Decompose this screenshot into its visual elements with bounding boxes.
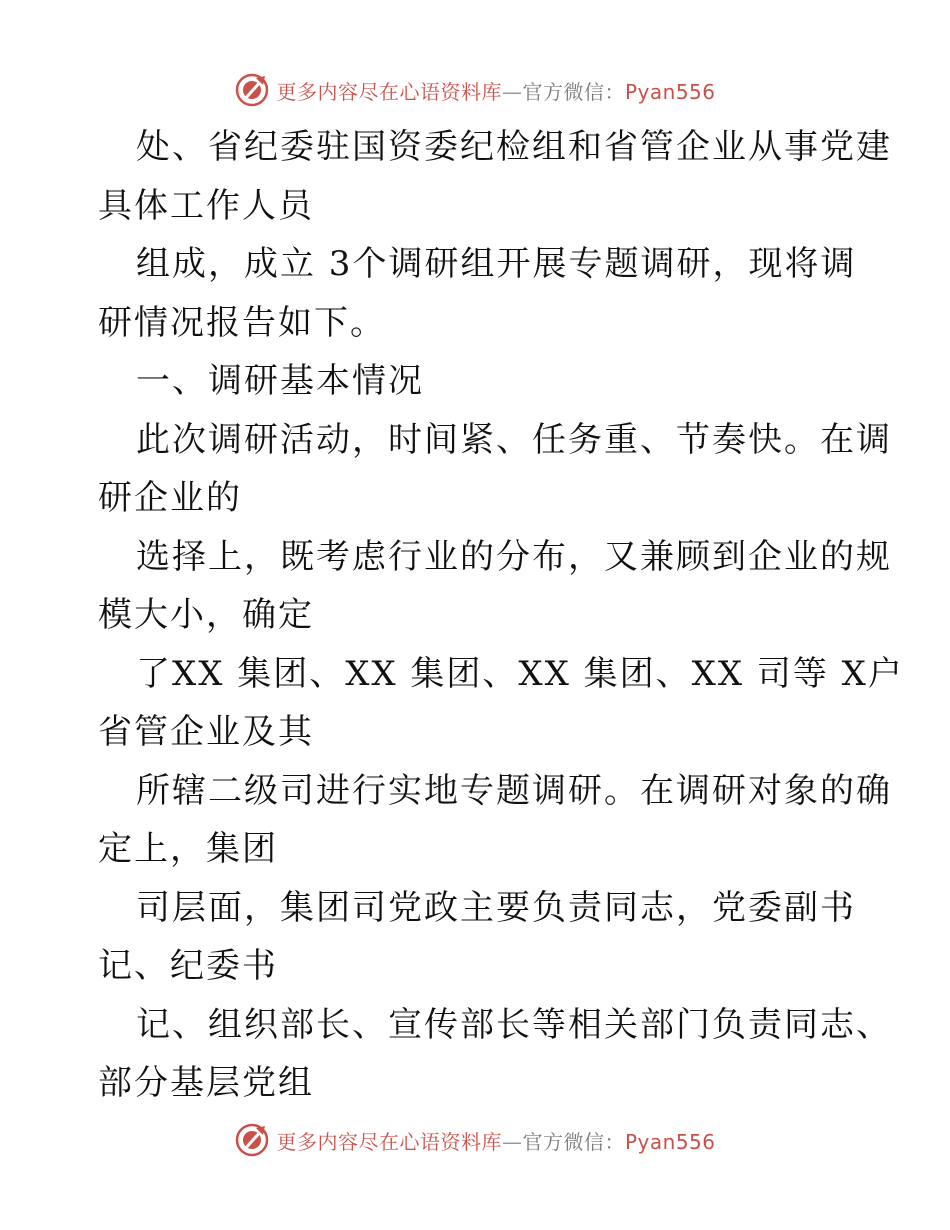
logo-icon xyxy=(234,1122,270,1158)
header-dash: — xyxy=(501,79,523,104)
body-line: 记、纪委书 xyxy=(98,946,278,986)
body-line: 了XX 集团、XX 集团、XX 集团、XX 司等 X户 xyxy=(136,653,904,694)
body-line: 所辖二级司进行实地专题调研。在调研对象的确 xyxy=(136,770,892,811)
body-line: 处、省纪委驻国资委纪检组和省管企业从事党建 xyxy=(136,127,892,167)
body-line: 司层面，集团司党政主要负责同志，党委副书 xyxy=(136,887,856,928)
footer-brand: 更多内容尽在心语资料库 xyxy=(276,1129,502,1154)
body-line: 省管企业及其 xyxy=(98,712,314,752)
logo-icon xyxy=(234,72,270,108)
footer-dash: — xyxy=(501,1129,523,1154)
body-line: 具体工作人员 xyxy=(98,185,314,226)
document-body xyxy=(98,118,904,1113)
header-handle: Pyan556 xyxy=(624,79,716,104)
body-line: 此次调研活动，时间紧、任务重、节奏快。在调 xyxy=(136,419,892,460)
body-line: 组成，成立 3个调研组开展专题调研，现将调 xyxy=(136,244,857,284)
body-line: 一、调研基本情况 xyxy=(136,361,424,401)
body-line: 定上，集团 xyxy=(98,829,278,869)
footer-handle: Pyan556 xyxy=(624,1129,716,1154)
body-line: 选择上，既考虑行业的分布，又兼顾到企业的规 xyxy=(136,536,892,577)
body-line: 记、组织部长、宣传部长等相关部门负责同志、 xyxy=(136,1004,892,1045)
footer-banner xyxy=(0,1118,950,1162)
header-wechat-label: 官方微信： xyxy=(522,79,625,104)
footer-wechat-label: 官方微信： xyxy=(522,1129,625,1154)
header-banner xyxy=(0,68,950,112)
body-line: 研企业的 xyxy=(98,478,242,518)
body-line: 部分基层党组 xyxy=(98,1063,314,1103)
header-banner-text xyxy=(276,76,715,105)
header-brand: 更多内容尽在心语资料库 xyxy=(276,79,502,104)
body-line: 研情况报告如下。 xyxy=(98,302,386,343)
body-line: 模大小，确定 xyxy=(98,595,314,635)
footer-banner-text xyxy=(276,1126,715,1155)
